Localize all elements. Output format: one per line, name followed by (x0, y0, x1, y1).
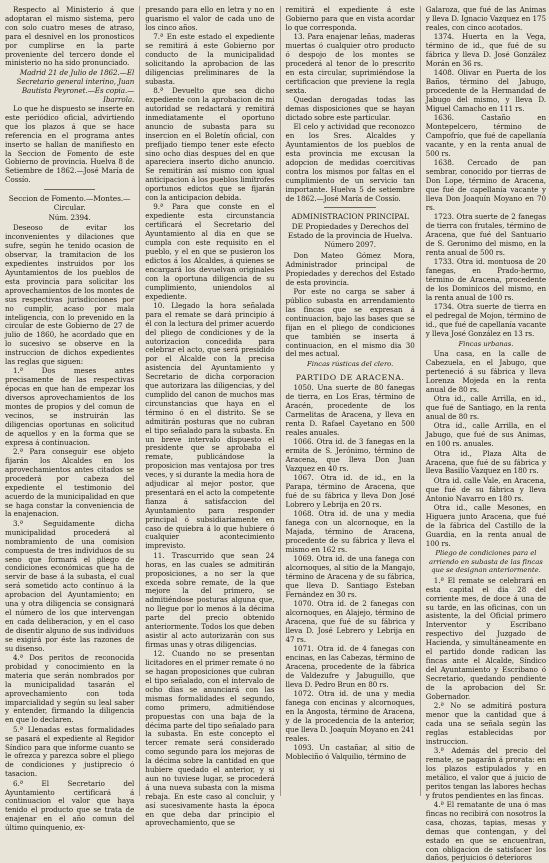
paragraph: El celo y actividad que reconozco en los Sres. Alcaldes y Ayuntamientos de los pueblos de esta provincia me excusan la adopcion de medidas coercitivas contra los mismos por faltas en el cumplimiento de un servicio tan importante. Huelva 5 de setiembre de 1862.—José María de Cossío. (285, 122, 415, 203)
notice-paragraph: Lo que he dispuesto se inserte en este periódico oficial, advirtiendo que los plazos á que se hace referencia en el programa antes inserto se hallan de manifiesto en la Seccion de Fomento de este Gobierno de provincia. Huelva 8 de Setiembre de 1862.—José María de Cossío. (5, 103, 135, 185)
paragraph: 13. Para enajenar leñas, maderas muertas ó cualquier otro producto ó despojo de los montes se procederá al tenor de lo prescrito en esta circular, suprimiéndose la certificacion que previene la regla sexta. (285, 32, 415, 95)
subheading-urban: Fincas urbanas. (458, 339, 514, 348)
section-divider (44, 189, 96, 190)
list-item: 1068. Otra id. de una y media fanega con un alcornoque, en la Majada, término de Aracena, procedente de su fábrica y lleva el mismo en 162 rs. (285, 509, 415, 554)
paragraph: 3.ª Seguidamente dicha municipalidad procederá al nombramiento de una comision compuesta de tres individuos de su seno que formará el pliego de condiciones económicas que ha de servir de base á la subasta, el cual será sometido acto contínuo á la aprobacion del Ayuntamiento; en una y otra diligencia se consignará el número de los que intervengan en cada deliberacion, y en el caso de disentir alguno de sus individuos se exigirá por éste las razones de su disenso. (5, 518, 135, 653)
list-item: 1070. Otra id. de 2 fanegas con alcornoques, en Alajejo, término de Aracena, que fué de su fábrica y lleva D. José Lebrero y Lebrija en 47 rs. (285, 599, 415, 645)
condition-item: 3.ª Además del precio del remate, se pagarán á prorata: en los plazos estipulados y en metálico, el valor que á juicio de peritos tengan las labores hechas y frutos pendientes en las fincas. (425, 746, 547, 800)
list-item: 1071. Otra id. de 4 fanegas con encinas, en las Cabezas, término de Aracena, procedente de la fábrica de Valdezufre y Jabuguillo, que lleva D. Pedro Brun en 80 rs. (285, 644, 415, 690)
column-2 (145, 5, 275, 828)
section-divider (324, 207, 376, 208)
paragraph: 1.ª Dos meses antes precisamente de las respectivas épocas en que han de empezar los diversos aprovechamientos de los montes de propios y del comun de vecinos, se instruirán las diligencias oportunas en solicitud de aquellos y en la forma que se expresa á continuacion. (5, 366, 135, 447)
paragraph: 9.ª Para que conste en el expediente esta circunstancia certificará el Secretario del Ayuntamiento al dia en que se cumpla con este requisito en el pueblo, y el en que se pusieron los edictos á los Alcaldes, á quienes se encargará los devuelvan originales con la oportuna diligencia de su cumplimiento, uniendolos al expediente. (145, 202, 275, 301)
column-1 (5, 5, 135, 833)
conditions-heading: Pliego de condiciones para el arriendo en subasta de las fincas que se designan anteriormente. (429, 549, 543, 575)
list-item: 1723. Otra suerte de 2 fanegas de tierra con frutales, término de Aracena, que fué del Santuario de S. Geronimo del mismo, en la renta anual de 500 rs. (425, 212, 547, 257)
list-item: 1408. Olivar en Puerta de los Baños, término del Jabugo, procedente de la Hermandad de Jabugo del mismo, y lleva D. Miguel Camacho en 111 rs. (425, 68, 547, 113)
paragraph: 7.ª En este estado el expediente se remitirá á este Gobierno por conducto de la municipalidad solicitando la aprobacion de las diligencias preliminares de la subasta. (145, 32, 275, 86)
list-item: 1066. Otra id. de 3 fanegas en la ermita de S. Jerónimo, término de Aracena, que lleva Don Juan Vazquez en 40 rs. (285, 437, 415, 473)
list-item: Otra id., calle Arrilla, en id., que fué de Santiago, en la renta anual de 80 rs. (425, 394, 547, 421)
paragraph: 5.ª Llenadas estas formalidades se pasará el expediente al Regidor Síndico para que informe cuanto se le ofrezca y parezca sobre el pliego de condiciones y justiprecio ó tasacion. (5, 724, 135, 779)
paragraph: Galaroza, que fué de las Animas y lleva D. Ignacio Vazquez en 175 reales, con cinco acotados. (425, 5, 547, 32)
column-3 (286, 6, 415, 796)
column-rule (420, 6, 421, 796)
paragraph: 11. Trascurrido que sean 24 horas, en las cuales se admitirán proposiciones, a no ser la que exceda sobre remate, de la que mejore la del primero, se admitiéndose posturas alguna que, no llegue por lo menos á la décima parte del precio obtenido anteriormente. Todos los que deben asistir al acto autorizarán con sus firmas unas y otras diligencias. (145, 550, 275, 649)
administrator-intro: Don Mateo Gómez Mora, Administrador principal de Propiedades y derechos del Estado de esta provincia. (285, 251, 415, 287)
paragraph: 10. Llegado la hora señalada para el remate se dará principio á él con la lectura del primer acuerdo del pliego de condiciones y de la autorizacion concedida para celebrar el acto, que será presidido por el Alcalde con la precisa asistencia del Ayuntamiento y Secretario de dicha corporacion que autorizara las diligencias, y del cumplido del canon de muchos mas circunstancias que haya en el término ó en el distrito. Se se admitirán posturas que no cubran el tipo señalado para la subasta. En un breve intervalo dispuesto el presidente que se aprobaba el remate, publicándose la proposicion mas ventajosa por tres veces, y si durante la media hora de adjudicar al mejor postor, que presentará en el acto la competente fianza á satisfaccion del Ayuntamiento para responder principal ó subsidiariamente en caso de quiebra á lo que hubiere ó cualquier acontecimiento imprevisto. (145, 300, 275, 551)
list-item: Otra id. calle Vale, en Aracena, que fué de su fábrica y lleva Antonio Navarro en 180 rs. (425, 475, 547, 503)
paragraph: Quedan derogadas todas las demas disposiciones que se hayan dictado sobre este particular. (285, 95, 415, 122)
notice-number: Núm. 2394. (48, 212, 91, 222)
paragraph: 4.ª Dos peritos de reconocida probidad y conocimiento en la materia que serán nombrados por la municipalidad tasarán el aprovechamiento con toda imparcialidad y según su leal saber y entender, firmando la diligencia en que lo declaren. (5, 652, 135, 725)
intro-signature: Madrid 21 de Julio de 1862.—El Secretario general interino, Juan Bautista Peyronet.—Es copia.—Ibarrola. (16, 67, 135, 104)
list-item: 1069. Otra id. de una fanega con alcornoques, al sitio de la Mangajo, término de Aracena y de su fábrica, que lleva D. Santiago Esteban Fernández en 30 rs. (285, 554, 415, 600)
paragraph: 2.ª Para conseguir ese objeto fijarán los Alcaldes en los aprovechamientos antes citados se procederá por cabeza del expediente el testimonio del acuerdo de la municipalidad en que se haga constar la conveniencia de la enajenacion. (5, 447, 135, 519)
district-heading: PARTIDO DE ARACENA. (295, 373, 405, 383)
condition-item: 2.ª No se admitirá postura menor que la cantidad que á cada una se señala según las reglas establecidas por instruccion. (425, 701, 547, 746)
paragraph: 6.ª El Secretario del Ayuntamiento certificará á continuacion el valor que haya tenido el producto que se trata de enajenar en el año comun del último quinquenio, ex- (5, 778, 135, 833)
condition-item: 1.ª El remate se celebrará en esta capital el dia 28 del corriente mes, de doce á una de su tarde, en las oficinas, con un asistente, la del Oficial primero Interventor y Escribano respectivo del Juzgado de Hacienda, y simultáneamente en el partido donde radican las fincas ante el Alcalde, Síndico del Ayuntamiento y Escribano ó Secretario, quedando pendiente de la aprobacion del Sr. Gobernador. (425, 575, 547, 701)
list-item: 1734. Otra suerte de tierra en el pedregal de Mojon, término de id., que fué de capellanía vacante y lleva José González en 13 rs. (425, 302, 547, 339)
list-item: Otra id., calle Arrilla, en el Jabugo, que fué de sus Animas, en 100 rs. anuales. (425, 421, 547, 449)
list-item: Otra id., Plaza Alta de Aracena, que fué de su fábrica y lleva Basilio Vazquez en 180 rs. (425, 448, 547, 476)
list-item: 1374. Huerta en la Vega, término de id., que fué de su fábrica y lleva D. José González Morán en 36 rs. (425, 32, 547, 68)
list-item: 1072. Otra id. de una y media fanega con encinas y alcornoques, en la Angosta, término de Aracena, y de la procedencia de la anterior, que lleva D. Joaquín Moyano en 241 reales. (285, 689, 415, 744)
list-item: Una casa, en la calle de Cabezuela, en el Jabugo, que perteneció á su fábrica y lleva Lorenza Mojeda en la renta anual de 80 rs. (425, 349, 547, 394)
paragraph: 8.ª Devuelto que sea dicho expediente con la aprobacion de mi autoridad se redactará y remitirá inmediatamente el oportuno anuncio de subasta para su insercion en el Boletín oficial, con prefijado tiempo tener este efecto sino ocho dias despues del en que apareciera inserto dicho anuncio. Se remitirán así mismo con igual anticipacion á los pueblos limítrofes oportunos edictos que se fijarán con la anticipacion debida. (145, 86, 275, 203)
paragraph: 12. Cuando no se presentan licitadores en el primer remate ó no se hagan proposiciones que cubran el tipo señalado, con el intervalo de ocho dias se anunciará con las mismas formalidades el segundo, como primero, admitiéndose propuestas con una baja de la décima parte del tipo señalado para la subasta. En este concepto el tercer remate será considerado como segundo para los mejoras de la décima sobre la cantidad en que hubiere quedado el anterior, y si aun no tuviese lugar, se procederá á una nueva subasta con la misma rebaja. En este caso al concluir, y así sucesivamente hasta la época en que deba dar principio el aprovechamiento, que se (145, 649, 275, 828)
list-item: 1093. Un castañar, al sitio de Mobleciño ó Valquilio, término de (285, 743, 415, 762)
list-item: 1638. Cercado de pan sembrar, conocido por tierras de Don Lope, término de Aracena, que fué de capellanía vacante y lleva Don Joaquín Moyano en 70 rs. (425, 158, 547, 212)
column-4 (425, 5, 547, 863)
list-item: 1733. Otra id. montuosa de 20 fanegas, en Prado-hermo, término de Aracena, procedente de los Dominicos del mismo, en la renta anual de 100 rs. (425, 257, 547, 302)
paragraph: presando para ello en letra y no en guarismo el valor de cada uno de los cinco años. (145, 5, 275, 32)
column-rule (139, 6, 140, 796)
list-item: 1050. Una suerte de 80 fanegas de tierra, en Los Eras, término de Aracén, procedente de los Carmelitas de Aracena, y lleva en renta D. Rafael Cayetano en 500 reales anuales. (285, 383, 415, 437)
list-item: 1067. Otra id. de id., en la Parapa, término de Aracena, que fué de su fábrica y lleva Don José Lobrero y Lebrija en 20 rs. (285, 473, 415, 509)
notice-number: Número 2097. (324, 240, 376, 250)
administration-heading: ADMINISTRACION PRINCIPAL DE Propiedades y Derechos del Estado de la provincia de Huelva. (287, 212, 413, 240)
auction-intro: Por este no carga se saber á público subasta en arrendamiento las fincas que se expresan á continuacion, bajo las bases que se fijan en el pliego de condiciones que también se inserta á continuacion, en el mismo dia 30 del mes actual. (285, 287, 415, 359)
column-rule (280, 6, 281, 796)
section-heading: Seccion de Fomento.—Montes.—Circular. (8, 194, 131, 213)
paragraph: remitirá el expediente á este Gobierno para que en vista acordar lo que corresponda. (285, 5, 415, 32)
intro-paragraph: Respecto al Ministerio á que adoptaran el mismo sistema, pero con solo cuatro meses de atraso, para el desnivel en los pronosticos por cumplirse en la parte proveniente del tercero donde el ministerio no ha sido pronunciado. (5, 5, 135, 68)
condition-item: 4.ª El rematante de una ó mas fincas no recibirá con nosotros la casa, chozas, tapias, mesas y demas que contengan, y del estado en que se encuentran, con obligacion de satisfacer los daños, perjuicios ó deterioros (425, 800, 547, 863)
list-item: Otra id., calle Mesones, en Higuera junto Aracena, que fué de la fábrica del Castillo de la Guardia, en la renta anual de 100 rs. (425, 503, 547, 548)
list-item: 1636. Castaño en Montepelcero, término de Campofrío, que fué de capellanía vacante, y en la renta anual de 500 rs. (425, 113, 547, 158)
paragraph: Deseoso de evitar los inconvenientes y dilaciones que sufre, según he tenido ocasion de observar, la tramitacion de los expedientes instruidos por los Ayuntamientos de los pueblos de esta provincia para solicitar los aprovechamientos de los montes de sus respectivas jurisdicciones por no cumplir, acaso por mala inteligencia, con lo prevenido en la circular de este Gobierno de 27 de julio de 1860, he acordado que en lo sucesivo se observe en la instruccion de dichos expedientes las reglas que siguen: (5, 223, 135, 367)
subheading-rustic: Fincas rústicas del clero. (307, 359, 394, 368)
